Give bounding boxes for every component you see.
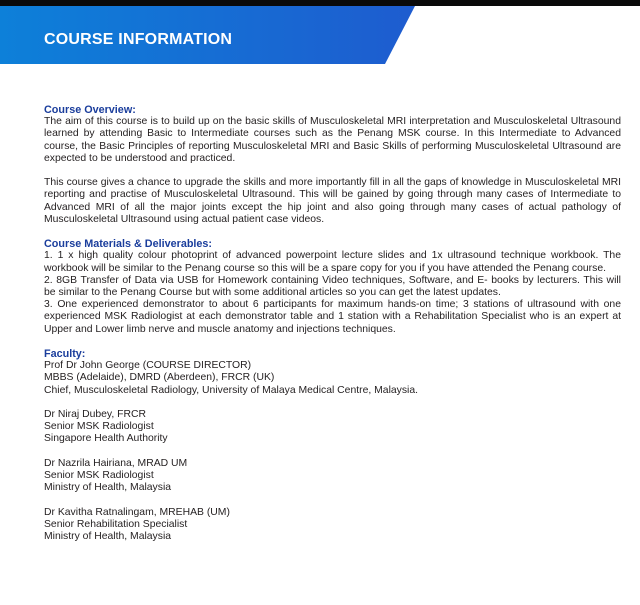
overview-paragraph-1: The aim of this course is to build up on the basic skills of Musculoskeletal MRI interpretation and Musculoskeletal Ultrasound learned by attending Basic to Intermediate courses such as the Penang MSK course. In this Intermediate to Advanced course, the Basic Principles of reporting Musculoskeletal MRI and Basic Skills of performing Musculoskeletal Ultrasound are expected to be understood and practiced. bbox=[44, 116, 621, 164]
course-content bbox=[44, 104, 621, 543]
faculty-member bbox=[44, 409, 621, 446]
faculty-member bbox=[44, 458, 621, 495]
faculty-affiliation: Chief, Musculoskeletal Radiology, University of Malaya Medical Centre, Malaysia. bbox=[44, 384, 419, 396]
overview-heading: Course Overview: bbox=[44, 104, 136, 116]
faculty-name: Prof Dr John George (COURSE DIRECTOR) bbox=[44, 360, 252, 372]
materials-item-1: 1. 1 x high quality colour photoprint of advanced powerpoint lecture slides and 1x ultrasound technique workbook. The workbook will be similar to the Penang course so this will be a spare copy for you if you have attended the Penang course. bbox=[44, 250, 621, 274]
faculty-affiliation: Singapore Health Authority bbox=[44, 433, 168, 445]
overview-paragraph-2: This course gives a chance to upgrade the skills and more importantly fill in all the gaps of knowledge in Musculoskeletal MRI reporting and practise of Musculoskeletal Ultrasound. This will be gained by going through many cases of Intermediate to Advanced MRI of all the major joints except the hip joint and also going through many cases of actual pathology of Musculoskeletal Ultrasound using actual patient case videos. bbox=[44, 177, 621, 225]
materials-heading: Course Materials & Deliverables: bbox=[44, 238, 213, 251]
faculty-qualification: MBBS (Adelaide), DMRD (Aberdeen), FRCR (UK) bbox=[44, 372, 275, 384]
faculty-name: Dr Nazrila Hairiana, MRAD UM bbox=[44, 457, 188, 469]
faculty-qualification: Senior Rehabilitation Specialist bbox=[44, 518, 188, 530]
faculty-affiliation: Ministry of Health, Malaysia bbox=[44, 482, 172, 494]
materials-item-2: 2. 8GB Transfer of Data via USB for Homework containing Video techniques, Software, and E- books by lecturers. This will be similar to the Penang Course but with some additional articles so you can get the latest updates. bbox=[44, 274, 621, 299]
page-title: COURSE INFORMATION bbox=[44, 31, 233, 48]
materials-item-3: 3. One experienced demonstrator to about 6 participants for maximum hands-on time; 3 stations of ultrasound with one experienced MSK Radiologist at each demonstrator table and 1 station with a Rehabilitation Specialist who is an expert at Upper and Lower limb nerve and muscle anatomy and injections techniques. bbox=[44, 299, 621, 335]
faculty-qualification: Senior MSK Radiologist bbox=[44, 470, 154, 482]
faculty-member bbox=[44, 360, 621, 397]
faculty-member bbox=[44, 507, 621, 544]
faculty-affiliation: Ministry of Health, Malaysia bbox=[44, 531, 172, 543]
faculty-name: Dr Kavitha Ratnalingam, MREHAB (UM) bbox=[44, 506, 230, 518]
faculty-qualification: Senior MSK Radiologist bbox=[44, 421, 154, 433]
faculty-name: Dr Niraj Dubey, FRCR bbox=[44, 409, 146, 421]
faculty-heading: Faculty: bbox=[44, 348, 86, 361]
